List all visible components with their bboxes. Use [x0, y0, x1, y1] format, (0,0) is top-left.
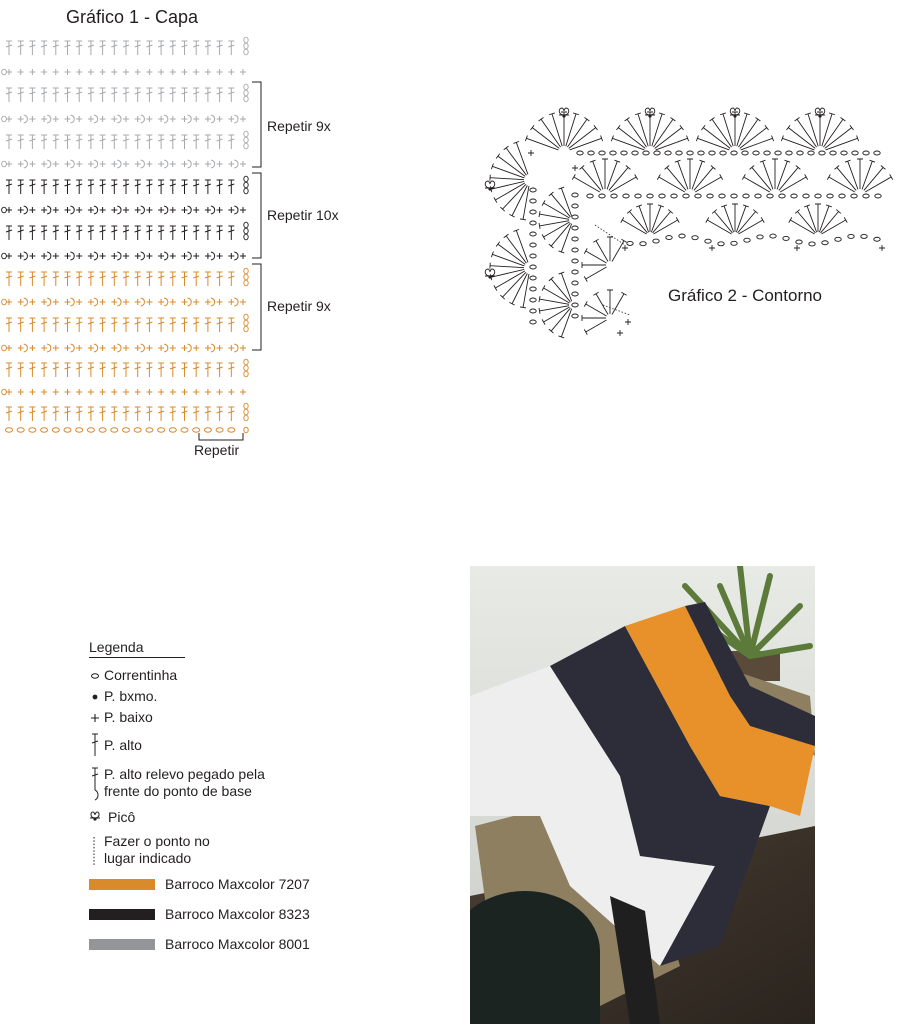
chain-mark [635, 194, 641, 198]
double-crochet-mark [567, 118, 589, 148]
turning-chain-mark [244, 415, 248, 421]
turning-chain-mark [244, 409, 248, 415]
chain-mark [718, 242, 724, 246]
double-crochet-mark [582, 262, 606, 268]
legend-title-underline [89, 657, 185, 658]
legend-item-chain [86, 667, 177, 684]
foundation-chain-mark [111, 428, 118, 432]
slip-stitch-icon [86, 688, 104, 705]
double-crochet-mark [135, 407, 141, 421]
foundation-chain-mark [158, 428, 165, 432]
foundation-chain-mark [228, 428, 235, 432]
chain-mark [665, 151, 671, 155]
chain-mark [875, 194, 881, 198]
chain-mark [861, 234, 867, 238]
double-crochet-mark [500, 184, 526, 211]
chain-mark [835, 237, 841, 241]
chain-mark [530, 276, 536, 280]
double-crochet-mark [651, 205, 663, 232]
single-crochet-mark [18, 389, 24, 395]
double-crochet-mark [566, 113, 579, 146]
single-crochet-mark [572, 165, 578, 171]
double-crochet-mark [625, 118, 647, 148]
yarn-label: Barroco Maxcolor 7207 [165, 876, 310, 892]
chain-mark [623, 194, 629, 198]
chain-mark [653, 239, 659, 243]
chain-mark [659, 194, 665, 198]
double-crochet-mark [228, 407, 234, 421]
double-crochet-mark [500, 272, 526, 299]
legend-item-label: P. baixo [104, 709, 153, 725]
double-crochet-mark [738, 217, 764, 234]
chain-mark [830, 151, 836, 155]
legend-item-picot [86, 809, 135, 826]
foundation-chain-mark [87, 428, 94, 432]
foundation-chain-mark [41, 428, 48, 432]
single-crochet-mark [53, 389, 59, 395]
chain-mark [731, 194, 737, 198]
single-crochet-mark [182, 389, 188, 395]
chain-mark [848, 234, 854, 238]
foundation-chain-mark [204, 428, 211, 432]
chain-mark [764, 151, 770, 155]
single-crochet-mark [625, 319, 631, 325]
chain-mark [611, 194, 617, 198]
double-crochet-mark [111, 407, 117, 421]
chain-mark [647, 194, 653, 198]
chain-mark [572, 237, 578, 241]
picot-dot [488, 187, 491, 190]
double-crochet-mark [158, 407, 164, 421]
legend-item-label-line1: Fazer o ponto no [104, 833, 210, 849]
foundation-chain-mark [134, 428, 141, 432]
double-crochet-mark [736, 205, 748, 232]
chain-mark [767, 194, 773, 198]
double-crochet-mark [559, 187, 572, 216]
single-crochet-mark [709, 245, 715, 251]
chart1-repeat-label-1: Repetir 9x [267, 118, 331, 134]
chain-mark [705, 239, 711, 243]
dotted-line-icon [86, 833, 104, 867]
chain-mark [587, 194, 593, 198]
chain-mark [599, 151, 605, 155]
double-crochet-mark [559, 272, 572, 301]
foundation-chain-mark [17, 428, 24, 432]
double-crochet-mark [635, 113, 648, 146]
double-crochet-mark [584, 248, 606, 263]
chain-mark [530, 221, 536, 225]
double-crochet-mark [721, 205, 733, 232]
chain-mark [695, 194, 701, 198]
chain-mark [770, 234, 776, 238]
chain-mark [530, 199, 536, 203]
double-crochet-mark [6, 407, 12, 421]
chain-mark [841, 151, 847, 155]
double-crochet-mark [53, 407, 59, 421]
single-crochet-mark [879, 245, 885, 251]
chain-mark [851, 194, 857, 198]
chain-mark [687, 151, 693, 155]
chain-mark [742, 151, 748, 155]
double-crochet-mark [170, 407, 176, 421]
double-crochet-mark [602, 159, 608, 189]
single-crochet-mark [170, 389, 176, 395]
picot-icon [86, 809, 104, 826]
legend-item-dotted-line [86, 833, 210, 867]
chain-mark [719, 194, 725, 198]
chain-mark [676, 151, 682, 155]
chain-mark [744, 238, 750, 242]
chain-mark [572, 204, 578, 208]
legend-title: Legenda [89, 639, 144, 655]
chain-mark [731, 241, 737, 245]
single-crochet-mark [158, 389, 164, 395]
double-crochet-mark [737, 113, 750, 146]
legend-item-label: Correntinha [104, 667, 178, 683]
double-crochet-mark [76, 407, 82, 421]
chain-mark [683, 194, 689, 198]
single-crochet-mark [622, 245, 628, 251]
yarn-swatch-orange [89, 879, 155, 890]
single-crochet-mark [6, 389, 12, 395]
double-crochet-mark [182, 407, 188, 421]
double-crochet-mark [193, 407, 199, 421]
double-crochet-mark [815, 204, 821, 232]
double-crochet-mark [584, 267, 606, 282]
double-crochet-mark [65, 407, 71, 421]
double-crochet-mark [582, 315, 606, 321]
chain-mark [852, 151, 858, 155]
foundation-chain-mark [99, 428, 106, 432]
chain-mark [874, 151, 880, 155]
chain-mark [827, 194, 833, 198]
chain-mark [632, 151, 638, 155]
chain-mark [530, 232, 536, 236]
double-crochet-mark [720, 113, 733, 146]
double-crochet-mark [41, 407, 47, 421]
chart1-title: Gráfico 1 - Capa [66, 7, 199, 27]
yarn-label: Barroco Maxcolor 8323 [165, 906, 310, 922]
double-crochet-mark [539, 118, 561, 148]
yarn-swatch-black [89, 909, 155, 920]
legend-item-label: P. alto [104, 737, 142, 753]
foundation-chain-mark [76, 428, 83, 432]
legend-item-slip-stitch [86, 688, 157, 705]
chain-mark [654, 151, 660, 155]
double-crochet-mark [652, 113, 665, 146]
double-crochet-mark [559, 309, 572, 338]
chain-mark [809, 242, 815, 246]
single-crochet-mark [65, 389, 71, 395]
chain-mark [572, 193, 578, 197]
yarn-swatch-gray [89, 939, 155, 950]
double-crochet-mark [732, 204, 738, 232]
single-crochet-mark [88, 389, 94, 395]
legend-yarn-8323 [89, 906, 310, 922]
legend-item-label-line2: lugar indicado [104, 850, 192, 866]
double-crochet-mark [593, 292, 608, 314]
chain-mark [797, 151, 803, 155]
double-crochet-mark [29, 407, 35, 421]
double-crochet-mark [559, 224, 572, 253]
legend-item-label-line2: frente do ponto de base [104, 783, 252, 799]
double-crochet-mark [123, 407, 129, 421]
chain-mark [530, 309, 536, 313]
double-crochet-mark [687, 159, 693, 189]
chain-mark [757, 235, 763, 239]
chain-mark [666, 236, 672, 240]
chain-mark [572, 292, 578, 296]
double-crochet-mark [772, 159, 778, 189]
chain-mark [572, 270, 578, 274]
double-crochet-mark [636, 205, 648, 232]
double-crochet-mark [607, 237, 613, 261]
chain-mark [610, 151, 616, 155]
chain-mark [803, 194, 809, 198]
chain-mark [599, 194, 605, 198]
front-post-double-crochet-icon [86, 766, 104, 806]
armchair-photo [470, 566, 815, 1024]
chain-mark [572, 281, 578, 285]
single-crochet-mark [41, 389, 47, 395]
double-crochet-mark [217, 407, 223, 421]
bottom-repeat-bracket [199, 433, 243, 440]
double-crochet-mark [653, 217, 679, 234]
double-crochet-mark [789, 217, 815, 234]
chain-mark [530, 287, 536, 291]
double-crochet-mark [88, 407, 94, 421]
chain-mark [572, 314, 578, 318]
turning-chain-mark [2, 389, 7, 395]
chain-mark [530, 254, 536, 258]
double-crochet-mark [819, 205, 831, 232]
chain-mark [572, 248, 578, 252]
legend-item-double-crochet [86, 732, 142, 758]
single-crochet-mark [100, 389, 106, 395]
legend-item-single-crochet [86, 709, 153, 726]
double-crochet-mark [823, 118, 845, 148]
chain-mark [640, 242, 646, 246]
single-crochet-mark [794, 245, 800, 251]
chain-mark [530, 210, 536, 214]
foundation-chain-mark [216, 428, 223, 432]
chain-mark [572, 226, 578, 230]
single-crochet-mark [76, 389, 82, 395]
chain-mark [731, 151, 737, 155]
chain-mark [530, 320, 536, 324]
double-crochet-mark [146, 407, 152, 421]
single-crochet-mark [123, 389, 129, 395]
double-crochet-mark [607, 290, 613, 314]
double-crochet-mark [584, 301, 606, 316]
double-crochet-mark [653, 118, 675, 148]
chain-mark [679, 234, 685, 238]
double-crochet-mark [549, 113, 562, 146]
chain-mark [627, 241, 633, 245]
chain-mark [621, 151, 627, 155]
picot-dot [733, 114, 736, 117]
chain-mark [572, 303, 578, 307]
picot-dot [818, 114, 821, 117]
single-crochet-mark [240, 389, 246, 395]
legend-item-label: P. bxmo. [104, 688, 158, 704]
double-crochet-mark [821, 217, 847, 234]
chain-mark [671, 194, 677, 198]
armchair-throw-image [470, 566, 815, 1024]
chain-mark [530, 298, 536, 302]
chain-mark [874, 237, 880, 241]
foundation-chain-mark [193, 428, 200, 432]
double-crochet-mark [647, 204, 653, 232]
foundation-chain-mark [146, 428, 153, 432]
foundation-chain-mark [29, 428, 36, 432]
chain-mark [779, 194, 785, 198]
double-crochet-mark [18, 407, 24, 421]
chart2-title: Gráfico 2 - Contorno [668, 286, 823, 305]
chain-mark [530, 265, 536, 269]
foundation-chain-mark [52, 428, 59, 432]
picot-mark [485, 269, 495, 276]
double-crochet-mark [584, 320, 606, 335]
double-crochet-mark [822, 113, 835, 146]
chain-mark [822, 241, 828, 245]
chain-mark [698, 151, 704, 155]
chain-mark [839, 194, 845, 198]
chain-mark [755, 194, 761, 198]
chain-mark [863, 151, 869, 155]
single-crochet-mark [29, 389, 35, 395]
picot-dot [562, 114, 565, 117]
chain-mark [791, 194, 797, 198]
chain-mark [796, 240, 802, 244]
chain-mark [786, 151, 792, 155]
picot-dot [488, 275, 491, 278]
foundation-chain-mark [64, 428, 71, 432]
chart1-repeat-label-3: Repetir 9x [267, 298, 331, 314]
picot-dot [648, 114, 651, 117]
chain-mark [707, 194, 713, 198]
chain-mark [692, 236, 698, 240]
chain-mark [743, 194, 749, 198]
double-crochet-mark [804, 205, 816, 232]
double-crochet-mark [805, 113, 818, 146]
chain-mark [815, 194, 821, 198]
foundation-chain-mark [181, 428, 188, 432]
chain-mark [530, 243, 536, 247]
chain-mark [753, 151, 759, 155]
legend-yarn-8001 [89, 936, 310, 952]
single-crochet-mark [205, 389, 211, 395]
picot-mark [485, 181, 495, 188]
legend-yarn-7207 [89, 876, 310, 892]
turning-chain-mark [244, 403, 248, 409]
double-crochet-mark [710, 118, 732, 148]
chain-mark [783, 236, 789, 240]
chain-mark [819, 151, 825, 155]
single-crochet-mark [528, 150, 534, 156]
foundation-chain-mark [244, 427, 248, 433]
double-crochet-mark [205, 407, 211, 421]
legend-item-label-line1: P. alto relevo pegado pela [104, 766, 265, 782]
double-crochet-mark [100, 407, 106, 421]
chain-mark [643, 151, 649, 155]
legend-item-front-post-double-crochet [86, 766, 265, 806]
chart2-border-diagram [0, 0, 905, 380]
double-crochet-mark [706, 217, 732, 234]
chain-mark [775, 151, 781, 155]
chain-mark [808, 151, 814, 155]
chain-mark [572, 215, 578, 219]
chain-mark [709, 151, 715, 155]
single-crochet-mark [228, 389, 234, 395]
chain-mark [863, 194, 869, 198]
legend-item-label: Picô [108, 809, 136, 825]
chain-mark [530, 188, 536, 192]
foundation-chain-mark [6, 428, 13, 432]
single-crochet-icon [86, 709, 104, 726]
double-crochet-mark [612, 239, 627, 261]
double-crochet-icon [86, 732, 104, 758]
yarn-label: Barroco Maxcolor 8001 [165, 936, 310, 952]
double-crochet-mark [593, 239, 608, 261]
chain-icon [86, 667, 104, 684]
chain-mark [577, 151, 583, 155]
chain-mark [720, 151, 726, 155]
double-crochet-mark [795, 118, 817, 148]
single-crochet-mark [193, 389, 199, 395]
single-crochet-mark [617, 330, 623, 336]
single-crochet-mark [217, 389, 223, 395]
double-crochet-mark [621, 217, 647, 234]
single-crochet-mark [111, 389, 117, 395]
single-crochet-mark [146, 389, 152, 395]
foundation-chain-mark [169, 428, 176, 432]
chain-mark [588, 151, 594, 155]
chain-mark [572, 259, 578, 263]
double-crochet-mark [738, 118, 760, 148]
chart1-bottom-repeat-label: Repetir [194, 442, 240, 458]
chart1-repeat-label-2: Repetir 10x [267, 207, 339, 223]
double-crochet-mark [857, 159, 863, 189]
foundation-chain-mark [123, 428, 130, 432]
single-crochet-mark [135, 389, 141, 395]
